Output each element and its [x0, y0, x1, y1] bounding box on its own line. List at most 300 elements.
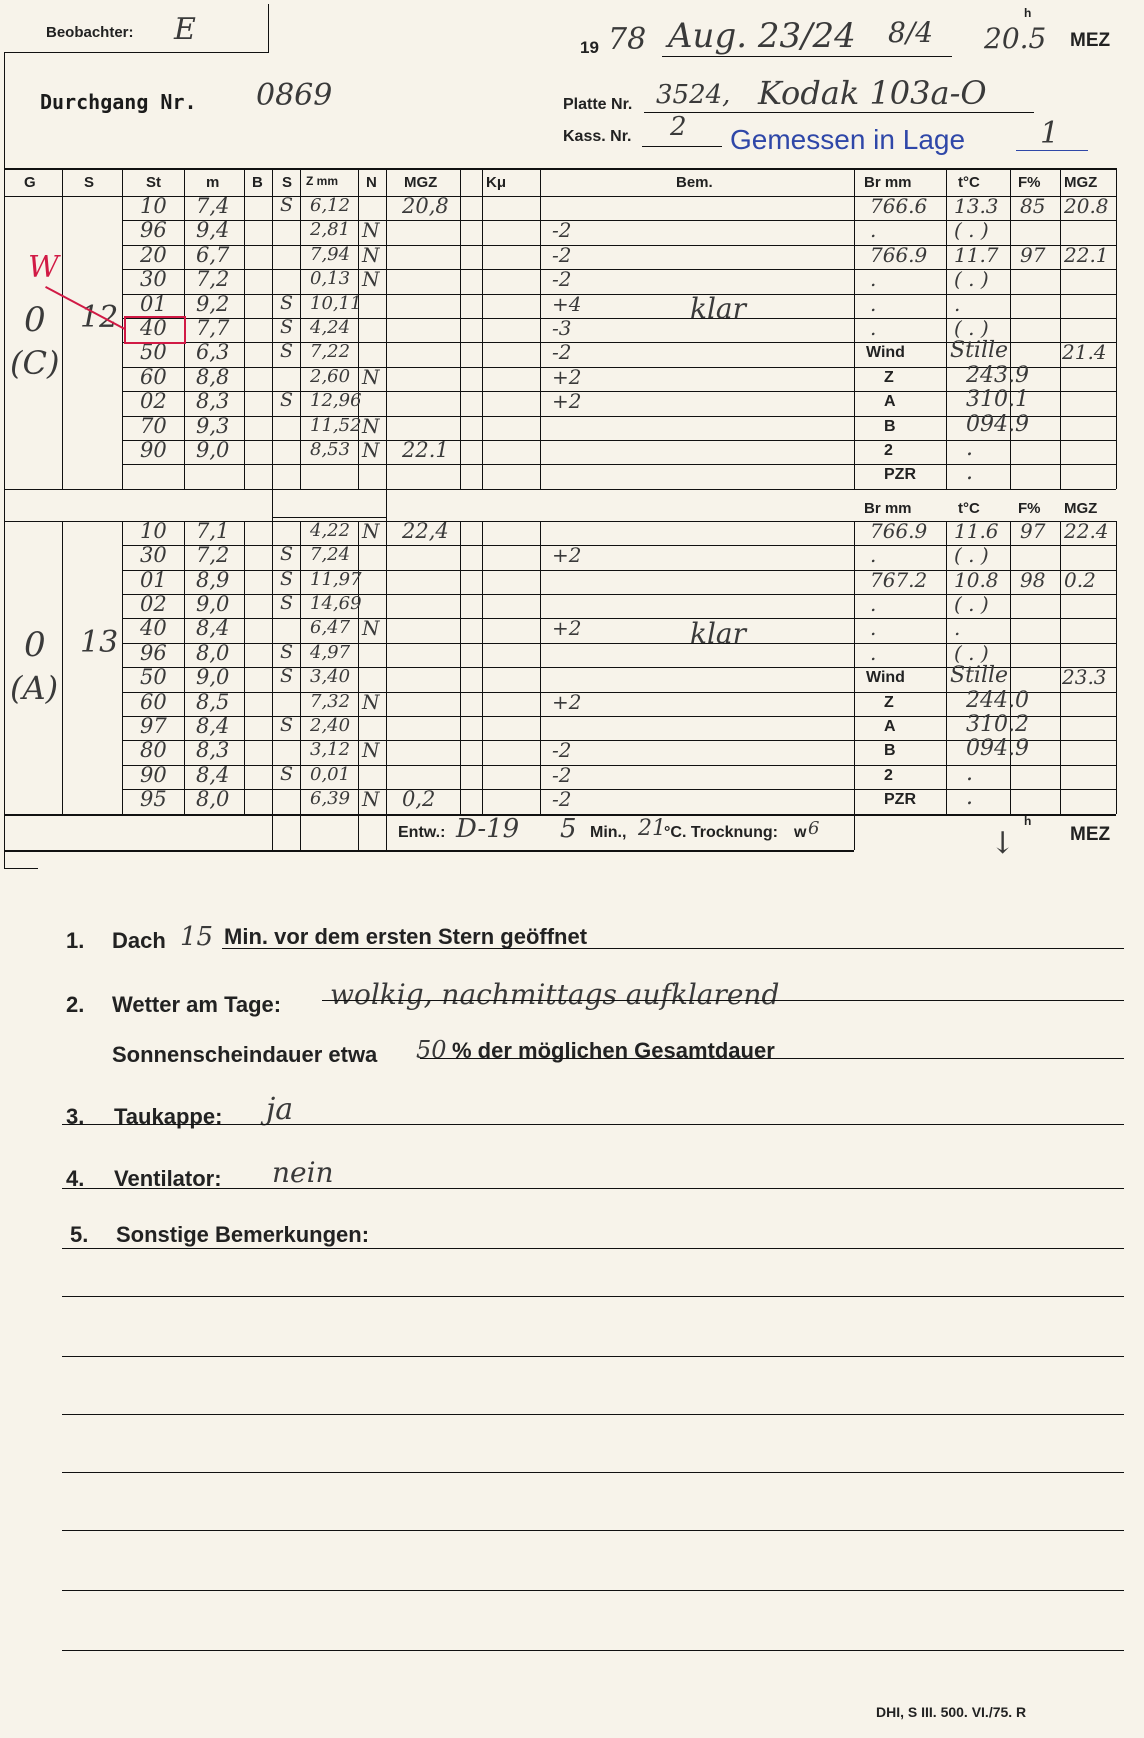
time-value: 20.5 — [984, 22, 1047, 55]
row-bem: -2 — [552, 242, 572, 267]
weather-f: 98 — [1020, 567, 1046, 592]
weather-t: 11.7 — [954, 242, 999, 267]
column-line — [244, 168, 245, 489]
column-line — [946, 168, 947, 489]
year-suffix: 78 — [608, 22, 647, 57]
note-line — [62, 1590, 1124, 1591]
block-remark: klar — [690, 616, 746, 650]
row-z: 2,40 — [310, 715, 351, 736]
row-z: 7,32 — [310, 690, 351, 712]
entw-label: Entw.: — [398, 824, 446, 841]
block-position: (A) — [10, 668, 59, 707]
row-st: 02 — [140, 592, 167, 616]
weather-br: . — [870, 640, 877, 665]
row-line — [122, 342, 854, 343]
param-label: 2 — [884, 766, 893, 784]
row-s: S — [280, 762, 294, 785]
note-line — [62, 1124, 1124, 1125]
entw-value: D-19 — [456, 814, 520, 844]
row-s: S — [280, 316, 294, 338]
row-bem: -2 — [552, 267, 572, 292]
column-line — [1060, 521, 1061, 814]
note-line — [222, 948, 1124, 949]
row-z: 7,24 — [310, 544, 351, 566]
column-line — [946, 521, 947, 814]
row-m: 7,1 — [196, 518, 230, 543]
row-n: N — [362, 518, 380, 543]
row-line — [122, 692, 854, 693]
row-z: 0,13 — [310, 268, 351, 290]
column-line — [358, 521, 359, 814]
column-line — [62, 168, 63, 489]
row-st: 96 — [140, 218, 167, 243]
row-st: 50 — [140, 340, 167, 365]
row-line — [122, 716, 854, 717]
row-mgz: 22.1 — [402, 438, 449, 462]
row-line — [122, 667, 854, 668]
weather-br: . — [870, 592, 877, 616]
block-g: 0 — [24, 624, 46, 665]
separator-line — [272, 517, 386, 518]
column-header-10: Bem. — [676, 174, 713, 191]
footer-column-line — [386, 814, 387, 850]
column-line — [460, 168, 461, 489]
row-m: 8,5 — [196, 689, 230, 714]
trock-label: w — [794, 824, 807, 841]
row-st: 90 — [140, 762, 167, 787]
block-s: 13 — [80, 624, 119, 660]
weather-t: ( . ) — [954, 316, 989, 340]
end-time-unit: MEZ — [1070, 824, 1111, 845]
row-s: S — [280, 567, 294, 590]
row-m: 8,4 — [196, 616, 230, 641]
note-2-value: wolkig, nachmittags aufklarend — [330, 978, 780, 1011]
footer-column-line — [4, 814, 5, 850]
wind-label: Wind — [866, 344, 905, 362]
note-1-value: 15 — [180, 922, 214, 952]
weather-header-2: F% — [1018, 174, 1041, 191]
row-m: 8,9 — [196, 567, 230, 592]
row-n: N — [362, 438, 380, 462]
row-n: N — [362, 738, 380, 763]
block-remark: klar — [690, 292, 746, 325]
weather-t: ( . ) — [954, 640, 989, 665]
footer-column-line — [272, 814, 273, 850]
row-bem: +2 — [552, 364, 582, 389]
row-bem: -2 — [552, 340, 572, 365]
row-bem: -2 — [552, 787, 572, 812]
row-z: 12,96 — [310, 390, 362, 412]
row-mgz: 0,2 — [402, 787, 436, 812]
row-line — [122, 269, 854, 270]
wind-value: Stille — [950, 663, 1009, 689]
row-m: 9,4 — [196, 218, 230, 243]
row-m: 7,2 — [196, 543, 230, 568]
param-value: . — [966, 785, 973, 811]
row-st: 97 — [140, 714, 167, 738]
row-n: N — [362, 364, 380, 389]
param-value: 243.9 — [966, 362, 1029, 388]
row-st: 50 — [140, 665, 167, 690]
param-label: 2 — [884, 442, 893, 459]
weather-row-line — [854, 789, 1116, 790]
row-z: 10,11 — [310, 292, 362, 314]
weather-t: ( . ) — [954, 267, 989, 292]
param-value: . — [966, 436, 973, 461]
row-m: 7,7 — [196, 316, 230, 340]
footer-column-line — [300, 814, 301, 850]
weather-br: 766.9 — [870, 242, 928, 267]
observer-value: E — [174, 12, 196, 47]
observation-table — [0, 0, 1144, 860]
red-highlight-box — [124, 316, 186, 344]
weather-t: ( . ) — [954, 543, 989, 568]
row-n: N — [362, 689, 380, 714]
row-st: 30 — [140, 543, 167, 568]
weather-header-1: t°C — [958, 174, 980, 191]
row-st: 60 — [140, 689, 167, 714]
row-bem: -3 — [552, 316, 572, 340]
entw-temp-value: 21 — [638, 816, 666, 841]
weather-row-line — [854, 618, 1116, 619]
note-3-number: 3. — [66, 1104, 85, 1129]
weather-br: . — [870, 316, 877, 340]
block-position: (C) — [10, 344, 60, 382]
row-line — [122, 740, 854, 741]
column-line — [244, 521, 245, 814]
weather-br: . — [870, 218, 877, 243]
row-s: S — [280, 389, 294, 412]
row-n: N — [362, 787, 380, 812]
column-line — [386, 168, 387, 489]
row-st: 01 — [140, 567, 167, 592]
note-4-label: Ventilator: — [114, 1166, 222, 1191]
column-line — [854, 168, 855, 489]
param-value: 094.9 — [966, 736, 1029, 762]
note-1-number: 1. — [66, 928, 85, 953]
note-line — [62, 1650, 1124, 1651]
block-g: 0 — [24, 300, 46, 340]
wind-mgz: 21.4 — [1062, 340, 1107, 365]
note-2b-text: % der möglichen Gesamtdauer — [452, 1038, 775, 1063]
param-label: PZR — [884, 466, 916, 484]
row-z: 4,24 — [310, 317, 351, 338]
row-line — [122, 789, 854, 790]
row-z: 11,52 — [310, 414, 362, 436]
form-edge-tick — [4, 868, 38, 869]
param-value: 310.2 — [966, 712, 1029, 737]
note-1-label: Dach — [112, 928, 166, 953]
wind-label: Wind — [866, 669, 905, 687]
row-st: 96 — [140, 640, 167, 665]
param-value: . — [966, 460, 973, 486]
wind-mgz: 23.3 — [1062, 665, 1107, 690]
row-s: S — [280, 340, 294, 363]
row-st: 60 — [140, 364, 167, 389]
row-line — [122, 545, 854, 546]
row-z: 6,47 — [310, 617, 351, 639]
row-line — [122, 220, 854, 221]
entw-min-value: 5 — [560, 814, 577, 844]
row-m: 8,3 — [196, 738, 230, 763]
plate-label: Platte Nr. — [563, 96, 633, 113]
row-m: 8,0 — [196, 787, 230, 812]
column-line — [1060, 168, 1061, 489]
note-5-label: Sonstige Bemerkungen: — [116, 1222, 370, 1247]
row-line — [122, 570, 854, 571]
note-line — [62, 1188, 1124, 1189]
weather-header2-0: Br mm — [864, 500, 912, 517]
weather-row-line — [854, 440, 1116, 441]
row-s: S — [280, 543, 294, 566]
weather-t: . — [954, 291, 961, 316]
weather-header2-2: F% — [1018, 500, 1041, 517]
row-mgz: 20,8 — [402, 194, 449, 218]
end-time-sup: h — [1024, 814, 1032, 828]
row-z: 14,69 — [310, 593, 362, 614]
column-line — [62, 521, 63, 814]
row-m: 8,4 — [196, 762, 230, 787]
column-header-0: G — [24, 174, 36, 191]
column-line — [1116, 168, 1117, 489]
entw-min-label: Min., — [590, 824, 627, 841]
row-z: 7,22 — [310, 341, 351, 363]
weather-row-line — [854, 464, 1116, 465]
column-line — [1010, 521, 1011, 814]
row-st: 95 — [140, 787, 167, 812]
row-mgz: 22,4 — [402, 518, 449, 543]
weather-mgz: 0.2 — [1064, 567, 1096, 592]
column-line — [482, 521, 483, 814]
row-n: N — [362, 218, 380, 243]
weather-row-line — [854, 294, 1116, 295]
note-line — [62, 1248, 1124, 1249]
row-s: S — [280, 291, 294, 314]
column-header-2: St — [146, 174, 161, 191]
weather-br: . — [870, 267, 877, 292]
row-z: 4,22 — [310, 519, 351, 541]
row-n: N — [362, 413, 380, 438]
row-m: 9,0 — [196, 665, 230, 690]
column-line — [272, 521, 273, 814]
row-n: N — [362, 242, 380, 267]
column-header-5: S — [282, 174, 293, 191]
column-header-4: B — [252, 174, 263, 191]
weather-mgz: 22.1 — [1064, 242, 1109, 267]
row-m: 8,0 — [196, 640, 230, 665]
row-m: 7,2 — [196, 267, 230, 292]
passage-value: 0869 — [256, 78, 333, 113]
weather-t: 13.3 — [954, 194, 999, 218]
row-z: 7,94 — [310, 243, 351, 265]
weather-br: 766.9 — [870, 518, 928, 543]
table-top — [4, 168, 1116, 170]
note-line — [62, 1472, 1124, 1473]
entw-temp-label: °C. Trocknung: — [664, 824, 778, 841]
column-header-9: Kμ — [486, 174, 507, 191]
row-bem: +2 — [552, 689, 582, 714]
note-4-number: 4. — [66, 1166, 85, 1191]
weather-row-line — [854, 765, 1116, 766]
note-line — [62, 1356, 1124, 1357]
note-3-label: Taukappe: — [114, 1104, 223, 1129]
end-time-value: ↓ — [990, 826, 1016, 861]
footer-column-line — [854, 814, 855, 850]
row-st: 80 — [140, 738, 167, 763]
param-value: 094.9 — [966, 411, 1029, 437]
column-line — [1010, 168, 1011, 489]
weather-header2-3: MGZ — [1064, 500, 1098, 517]
row-st: 90 — [140, 438, 167, 462]
column-line — [4, 521, 5, 814]
row-m: 8,4 — [196, 714, 230, 738]
weather-mgz: 20.8 — [1064, 194, 1109, 218]
block2-top — [4, 521, 1116, 522]
weather-t: . — [954, 616, 961, 641]
row-line — [122, 594, 854, 595]
weather-br: 767.2 — [870, 567, 928, 592]
column-line — [300, 168, 301, 489]
row-z: 0,01 — [310, 763, 351, 785]
weather-t: 10.8 — [954, 567, 999, 592]
column-line — [272, 168, 273, 489]
row-z: 8,53 — [310, 439, 351, 460]
note-line — [322, 1000, 1124, 1001]
row-n: N — [362, 267, 380, 292]
column-line — [122, 521, 123, 814]
column-header-1: S — [84, 174, 95, 191]
wind-value: Stille — [950, 338, 1009, 364]
column-line — [4, 168, 5, 489]
trock-value: 6 — [808, 818, 820, 839]
row-z: 11,97 — [310, 568, 362, 590]
separator-line — [386, 489, 387, 521]
row-s: S — [280, 194, 294, 216]
row-m: 9,2 — [196, 291, 230, 316]
row-st: 30 — [140, 267, 167, 292]
block-s: 12 — [80, 300, 119, 335]
param-label: Z — [884, 693, 894, 711]
weather-header2-1: t°C — [958, 500, 980, 517]
cassette-value: 2 — [670, 112, 687, 142]
note-3-value: ja — [266, 1092, 294, 1127]
note-line — [62, 1414, 1124, 1415]
footer-bottom — [4, 850, 854, 852]
row-st: 40 — [140, 616, 167, 641]
row-line — [122, 464, 854, 465]
column-line — [540, 521, 541, 814]
note-2b-label: Sonnenscheindauer etwa — [112, 1042, 378, 1067]
weather-t: ( . ) — [954, 592, 989, 616]
row-z: 2,60 — [310, 365, 351, 387]
row-s: S — [280, 714, 294, 736]
row-st: 10 — [140, 194, 167, 218]
row-m: 8,8 — [196, 364, 230, 389]
note-line — [62, 1530, 1124, 1531]
row-bem: +4 — [552, 291, 582, 316]
row-m: 6,7 — [196, 242, 230, 267]
param-label: A — [884, 393, 896, 411]
row-m: 6,3 — [196, 340, 230, 365]
row-z: 6,39 — [310, 788, 351, 810]
footer-column-line — [358, 814, 359, 850]
cassette-label: Kass. Nr. — [563, 128, 632, 145]
block1-bottom — [4, 489, 1116, 490]
note-2b-value: 50 — [416, 1036, 447, 1064]
passage-label: Durchgang Nr. — [40, 90, 197, 114]
row-z: 3,40 — [310, 666, 351, 688]
row-bem: -2 — [552, 218, 572, 243]
row-m: 7,4 — [196, 194, 230, 218]
weather-header-3: MGZ — [1064, 174, 1098, 191]
column-header-6: Z mm — [306, 174, 339, 188]
row-bem: -2 — [552, 738, 572, 763]
weather-f: 85 — [1020, 194, 1046, 218]
row-s: S — [280, 592, 294, 614]
date-value: Aug. 23/24 — [668, 16, 856, 56]
date-fraction: 8/4 — [888, 16, 934, 49]
row-line — [122, 416, 854, 417]
red-mark: W — [28, 250, 59, 285]
row-st: 20 — [140, 242, 167, 267]
time-sup: h — [1024, 6, 1032, 20]
row-st: 40 — [140, 316, 167, 340]
weather-t: ( . ) — [954, 218, 989, 243]
row-line — [122, 765, 854, 766]
plate-type: Kodak 103a-O — [758, 74, 987, 112]
row-st: 02 — [140, 389, 167, 414]
year-prefix: 19 — [580, 38, 599, 57]
column-header-8: MGZ — [404, 174, 438, 191]
weather-header-0: Br mm — [864, 174, 912, 191]
weather-br: 766.6 — [870, 194, 928, 218]
column-header-3: m — [206, 174, 220, 191]
note-line — [62, 1296, 1124, 1297]
column-line — [300, 521, 301, 814]
measured-stamp: Gemessen in Lage — [730, 124, 966, 155]
row-line — [122, 367, 854, 368]
column-line — [460, 521, 461, 814]
row-s: S — [280, 640, 294, 663]
row-z: 3,12 — [310, 739, 351, 761]
row-m: 9,3 — [196, 413, 230, 438]
column-line — [184, 521, 185, 814]
row-n: N — [362, 616, 380, 641]
param-value: 310.1 — [966, 387, 1029, 413]
time-unit: MEZ — [1070, 30, 1111, 51]
param-label: Z — [884, 368, 894, 386]
weather-br: . — [870, 543, 877, 568]
param-label: PZR — [884, 791, 916, 809]
header-bottom — [4, 196, 1116, 197]
note-2-number: 2. — [66, 992, 85, 1017]
row-bem: +2 — [552, 543, 582, 568]
column-line — [540, 168, 541, 489]
row-line — [122, 391, 854, 392]
note-line — [420, 1058, 1124, 1059]
weather-t: 11.6 — [954, 518, 999, 543]
param-value: . — [966, 760, 973, 786]
column-line — [854, 521, 855, 814]
weather-mgz: 22.4 — [1064, 518, 1109, 543]
weather-f: 97 — [1020, 518, 1046, 543]
row-z: 6,12 — [310, 195, 351, 216]
row-st: 01 — [140, 291, 167, 316]
row-z: 2,81 — [310, 219, 351, 241]
stamp-value: 1 — [1040, 116, 1060, 151]
row-st: 10 — [140, 518, 167, 543]
column-line — [358, 168, 359, 489]
